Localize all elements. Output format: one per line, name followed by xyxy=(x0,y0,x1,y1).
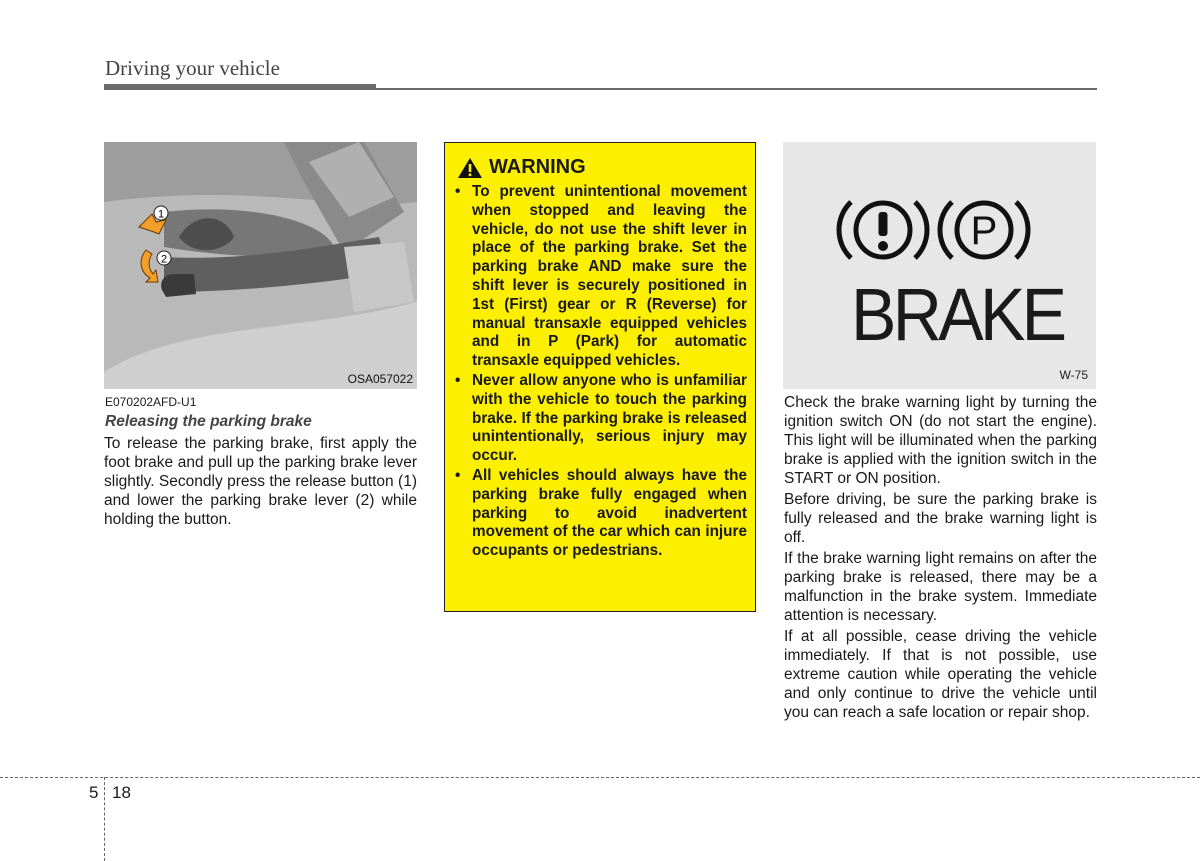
warning-item: • To prevent unintentional movement when stopped and leaving the vehicle, do not use the shift lever in place of the parking brake. Set the parking brake AND make sure the shift lever is securely positioned in 1st (First) gear or R (Reverse) for manual transaxle equipped vehicles and in P (Park) for automatic transaxle equipped vehicles. xyxy=(455,183,747,370)
section-code: E070202AFD-U1 xyxy=(105,395,197,409)
callout-2: 2 xyxy=(160,253,168,266)
left-body xyxy=(104,434,417,529)
parking-p-letter: P xyxy=(970,209,998,253)
footer-divider xyxy=(104,777,105,861)
photo-code: OSA057022 xyxy=(347,372,413,386)
parking-brake-photo xyxy=(104,142,417,389)
warning-title: WARNING xyxy=(489,156,586,178)
parking-brake-illustration xyxy=(104,142,417,389)
figure-code: W-75 xyxy=(1059,368,1088,382)
header-rule-thick xyxy=(104,84,376,90)
chapter-number: 5 xyxy=(89,783,99,802)
section-subheading: Releasing the parking brake xyxy=(105,413,312,430)
warning-header xyxy=(457,156,586,179)
warning-list xyxy=(455,183,747,562)
paragraph: If the brake warning light remains on after the parking brake is released, there may be a malfunction in the brake system. Immediate attention is necessary. xyxy=(784,550,1097,624)
paragraph: Check the brake warning light by turning the ignition switch ON (do not start the engine). This light will be illuminated when the parking brake is applied with the ignition switch in the START or ON position. xyxy=(784,394,1097,487)
callout-1: 1 xyxy=(157,208,165,221)
warning-item: • Never allow anyone who is unfamiliar with the vehicle to touch the parking brake. If the parking brake is released unintentionally, serious injury may occur. xyxy=(455,371,747,465)
page-number: 18 xyxy=(112,783,131,802)
release-instructions: To release the parking brake, first apply the foot brake and pull up the parking brake lever slightly. Secondly press the release button (1) and lower the parking brake lever (2) while holding the button. xyxy=(104,435,417,528)
paragraph: Before driving, be sure the parking brake is fully released and the brake warning light is off. xyxy=(784,491,1097,546)
footer-rule xyxy=(0,777,1200,778)
right-body xyxy=(784,393,1097,724)
warning-item: • All vehicles should always have the parking brake fully engaged when parking to avoid inadvertent movement of the car which can injure occupants or pedestrians. xyxy=(455,466,747,560)
paragraph: If at all possible, cease driving the vehicle immediately. If that is not possible, use extreme caution while operating the vehicle and only continue to drive the vehicle until you can reach a safe location or repair shop. xyxy=(784,628,1097,721)
page-header-title: Driving your vehicle xyxy=(105,56,280,80)
warning-box xyxy=(444,142,756,612)
brake-warning-light-figure xyxy=(783,142,1096,389)
brake-word: BRAKE xyxy=(851,273,1064,356)
warning-triangle-icon xyxy=(457,157,483,179)
header-rule-thin xyxy=(376,88,1097,90)
